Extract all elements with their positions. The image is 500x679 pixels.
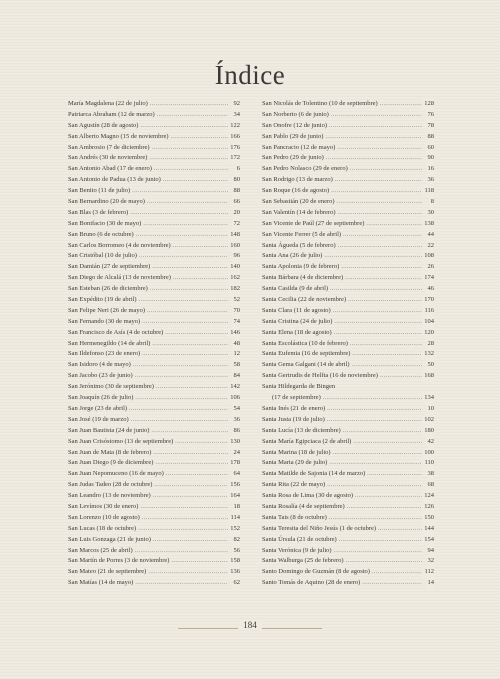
index-entry: [68, 99, 240, 110]
entry-name: San Juan Diego (9 de diciembre) .....: [68, 458, 228, 469]
index-entry: [262, 273, 434, 284]
entry-name: San Juan Crisóstomo (13 de septiembre) .....: [68, 437, 228, 448]
index-entry: [68, 230, 240, 241]
entry-name: San Esteban (26 de diciembre) .....: [68, 284, 228, 295]
index-entry: [68, 132, 240, 143]
entry-name: San Antonio Abad (17 de enero) .....: [68, 164, 228, 175]
entry-page: 160: [228, 241, 240, 252]
entry-name: San Diego de Alcalá (13 de noviembre) .....: [68, 273, 228, 284]
index-entry: [262, 132, 434, 143]
entry-name: Santa Rosa de Lima (30 de agosto) .....: [262, 491, 422, 502]
index-entry: [68, 404, 240, 415]
entry-name: San Marcos (25 de abril) .....: [68, 546, 228, 557]
entry-page: 152: [228, 524, 240, 535]
index-entry: [262, 415, 434, 426]
entry-name: San Pablo (29 de junio) .....: [262, 132, 422, 143]
entry-name: San Pedro Nolasco (29 de enero) .....: [262, 164, 422, 175]
entry-name: San Pedro (29 de junio) .....: [262, 153, 422, 164]
entry-name: San Roque (16 de agosto) .....: [262, 186, 422, 197]
entry-page: 36: [426, 175, 435, 186]
entry-page: 170: [422, 295, 434, 306]
index-entry: [262, 502, 434, 513]
entry-page: 28: [426, 339, 435, 350]
entry-page: 12: [232, 349, 241, 360]
index-entry: [262, 578, 434, 589]
entry-page: 84: [232, 371, 241, 382]
index-entry: [262, 241, 434, 252]
index-entry: [68, 317, 240, 328]
index-entry: [262, 371, 434, 382]
entry-name: San Nicolás de Tolentino (10 de septiembre) .....: [262, 99, 422, 110]
index-entry: [68, 328, 240, 339]
entry-page: 56: [232, 546, 241, 557]
index-entry: [262, 153, 434, 164]
entry-page: 52: [232, 295, 241, 306]
entry-page: 100: [422, 448, 434, 459]
entry-page: 48: [232, 339, 241, 350]
entry-page: 178: [228, 458, 240, 469]
index-entry: [262, 284, 434, 295]
entry-name: San Judas Tadeo (28 de octubre) .....: [68, 480, 228, 491]
index-entry: [262, 480, 434, 491]
entry-name: Santa Walburga (25 de febrero) .....: [262, 556, 422, 567]
index-entry: [68, 458, 240, 469]
entry-name: San Damián (27 de septiembre) .....: [68, 262, 228, 273]
index-entry: [262, 110, 434, 121]
entry-page: 136: [228, 567, 240, 578]
entry-name: San Bonifacio (30 de mayo) .....: [68, 219, 228, 230]
entry-page: 70: [232, 306, 241, 317]
entry-name: San Ambrosio (7 de diciembre) .....: [68, 143, 228, 154]
entry-name: Santa Verónica (9 de julio) .....: [262, 546, 422, 557]
entry-page: 180: [422, 426, 434, 437]
entry-page: 124: [422, 491, 434, 502]
entry-page: 24: [232, 448, 241, 459]
entry-name: Santa Teresita del Niño Jesús (1 de octubre) .....: [262, 524, 422, 535]
entry-name: San Cristóbal (10 de julio) .....: [68, 251, 228, 262]
entry-page: 68: [426, 480, 435, 491]
entry-page: 66: [232, 197, 241, 208]
entry-name: San Isidoro (4 de mayo) .....: [68, 360, 228, 371]
entry-page: 122: [228, 121, 240, 132]
entry-page: 108: [422, 251, 434, 262]
index-column-right: [262, 99, 434, 589]
entry-name: San Juan de Mata (8 de febrero) .....: [68, 448, 228, 459]
index-entry: [262, 426, 434, 437]
entry-page: 44: [426, 230, 435, 241]
index-entry: [68, 339, 240, 350]
entry-page: 62: [232, 578, 241, 589]
index-entry: [262, 121, 434, 132]
entry-name: San Martín de Porres (3 de noviembre) .....: [68, 556, 228, 567]
entry-name: Santa Cecilia (22 de noviembre) .....: [262, 295, 422, 306]
entry-name: San Juan Nepomuceno (16 de mayo) .....: [68, 469, 228, 480]
entry-name: San Vicente Ferrer (5 de abril) .....: [262, 230, 422, 241]
index-entry: [68, 273, 240, 284]
index-entry: [68, 197, 240, 208]
entry-name: Santa María Egipciaca (2 de abril) .....: [262, 437, 422, 448]
index-entry: [262, 448, 434, 459]
index-entry: [262, 393, 434, 404]
entry-name: Santa Lucía (13 de diciembre) .....: [262, 426, 422, 437]
entry-page: 162: [228, 273, 240, 284]
index-entry: [68, 480, 240, 491]
index-entry: [262, 567, 434, 578]
entry-name: San Sebastián (20 de enero) .....: [262, 197, 422, 208]
entry-name: San José (19 de marzo) .....: [68, 415, 228, 426]
entry-page: 128: [422, 99, 434, 110]
entry-page: 142: [228, 382, 240, 393]
index-entry: [262, 230, 434, 241]
index-entry: [68, 469, 240, 480]
index-entry: [262, 339, 434, 350]
index-entry: [68, 382, 240, 393]
entry-name: San Joaquín (26 de julio) .....: [68, 393, 228, 404]
entry-page: 94: [426, 546, 435, 557]
entry-name: Santa Águeda (5 de febrero) .....: [262, 241, 422, 252]
entry-name: Santa Úrsula (21 de octubre) .....: [262, 535, 422, 546]
entry-name: (17 de septiembre) .....: [262, 393, 422, 404]
index-entry: [262, 349, 434, 360]
entry-name: San Norberto (6 de junio) .....: [262, 110, 422, 121]
entry-name: María Magdalena (22 de julio) .....: [68, 99, 228, 110]
entry-page: 104: [422, 317, 434, 328]
index-entry: [262, 328, 434, 339]
entry-name: San Juan Bautista (24 de junio) .....: [68, 426, 228, 437]
entry-page: 110: [422, 458, 434, 469]
index-entry: [262, 251, 434, 262]
entry-page: 10: [426, 404, 435, 415]
entry-name: San Jorge (23 de abril) .....: [68, 404, 228, 415]
entry-page: 88: [426, 132, 435, 143]
index-entry: [68, 306, 240, 317]
entry-page: 76: [426, 110, 435, 121]
index-entry: [68, 143, 240, 154]
index-entry: [68, 546, 240, 557]
entry-name: San Rodrigo (13 de marzo) .....: [262, 175, 422, 186]
entry-name: San Agustín (28 de agosto) .....: [68, 121, 228, 132]
index-entry: [262, 513, 434, 524]
index-entry: [68, 219, 240, 230]
entry-name: San Felipe Neri (26 de mayo) .....: [68, 306, 228, 317]
entry-page: 148: [228, 230, 240, 241]
entry-page: 46: [426, 284, 435, 295]
entry-page: 150: [422, 513, 434, 524]
index-entry: [68, 513, 240, 524]
entry-name: Santa Eufemia (16 de septiembre) .....: [262, 349, 422, 360]
entry-page: 6: [235, 164, 240, 175]
entry-page: 72: [232, 219, 241, 230]
index-entry: [262, 175, 434, 186]
index-entry: [262, 99, 434, 110]
entry-name: Santo Tomás de Aquino (28 de enero) .....: [262, 578, 422, 589]
entry-name: Santo Domingo de Guzmán (8 de agosto) .....: [262, 567, 422, 578]
index-entry: [68, 437, 240, 448]
index-entry: [68, 208, 240, 219]
entry-name: San Benito (11 de julio) .....: [68, 186, 228, 197]
index-entry: [262, 262, 434, 273]
page-number: [0, 620, 500, 630]
entry-page: 120: [422, 328, 434, 339]
entry-name: San Alberto Magno (15 de noviembre) .....: [68, 132, 228, 143]
entry-page: 154: [422, 535, 434, 546]
entry-name: San Francisco de Asís (4 de octubre) .....: [68, 328, 228, 339]
entry-page: 20: [232, 208, 241, 219]
index-entry: [262, 317, 434, 328]
entry-page: 32: [426, 556, 435, 567]
entry-page: 138: [422, 219, 434, 230]
entry-name: Santa Ana (26 de julio) .....: [262, 251, 422, 262]
entry-name: Santa Gertrudis de Helfta (16 de noviembre) .....: [262, 371, 422, 382]
entry-name: Santa Rosalía (4 de septiembre) .....: [262, 502, 422, 513]
index-entry: [68, 426, 240, 437]
page-title: Índice: [214, 60, 286, 90]
entry-name: San Jacobo (23 de junio) .....: [68, 371, 228, 382]
index-entry: [68, 535, 240, 546]
entry-name: San Lucas (18 de octubre) .....: [68, 524, 228, 535]
entry-page: 126: [422, 502, 434, 513]
index-entry: [68, 121, 240, 132]
entry-name: San Lorenzo (10 de agosto) .....: [68, 513, 228, 524]
entry-page: 30: [426, 208, 435, 219]
page-number-label: 184: [238, 620, 262, 630]
index-entry: [68, 360, 240, 371]
entry-page: 34: [232, 110, 241, 121]
entry-page: 54: [232, 404, 241, 415]
entry-name: Santa Marina (18 de julio) .....: [262, 448, 422, 459]
entry-name: San Blas (3 de febrero) .....: [68, 208, 228, 219]
entry-page: 132: [422, 349, 434, 360]
entry-page: 36: [232, 415, 241, 426]
entry-page: 16: [426, 164, 435, 175]
entry-page: 64: [232, 469, 241, 480]
entry-name: Santa Justa (19 de julio) .....: [262, 415, 422, 426]
entry-page: 158: [228, 556, 240, 567]
entry-page: 86: [232, 426, 241, 437]
entry-name: Santa Hildegarda de Bingen: [262, 383, 336, 391]
entry-name: San Ildefonso (23 de enero) .....: [68, 349, 228, 360]
index-entry: [68, 262, 240, 273]
entry-page: 106: [228, 393, 240, 404]
entry-name: Santa Inés (21 de enero) .....: [262, 404, 422, 415]
entry-name: Santa Tais (8 de octubre) .....: [262, 513, 422, 524]
entry-page: 172: [228, 153, 240, 164]
index-entry: [262, 382, 434, 393]
entry-page: 130: [228, 437, 240, 448]
entry-name: San Carlos Borromeo (4 de noviembre) .....: [68, 241, 228, 252]
index-entry: [68, 251, 240, 262]
entry-name: Santa Elena (18 de agosto) .....: [262, 328, 422, 339]
entry-page: 176: [228, 143, 240, 154]
entry-name: San Hermenegildo (14 de abril) .....: [68, 339, 228, 350]
entry-page: 164: [228, 491, 240, 502]
entry-name: San Antonio de Padua (13 de junio) .....: [68, 175, 228, 186]
index-entry: [68, 524, 240, 535]
entry-name: Santa Cristina (24 de julio) .....: [262, 317, 422, 328]
entry-name: San Onofre (12 de junio) .....: [262, 121, 422, 132]
entry-page: 60: [426, 143, 435, 154]
index-entry: [262, 306, 434, 317]
entry-name: San Leandro (13 de noviembre) .....: [68, 491, 228, 502]
entry-name: San Expédito (19 de abril) .....: [68, 295, 228, 306]
entry-page: 182: [228, 284, 240, 295]
entry-page: 166: [228, 132, 240, 143]
entry-page: 112: [422, 567, 434, 578]
index-entry: [68, 556, 240, 567]
index-entry: [262, 208, 434, 219]
index-entry: [262, 404, 434, 415]
entry-page: 18: [232, 502, 241, 513]
entry-name: San Pancracio (12 de mayo) .....: [262, 143, 422, 154]
entry-page: 146: [228, 328, 240, 339]
entry-page: 92: [232, 99, 241, 110]
index-entry: [68, 284, 240, 295]
index-entry: [262, 197, 434, 208]
entry-name: San Matías (14 de mayo) .....: [68, 578, 228, 589]
entry-name: Santa Clara (11 de agosto) .....: [262, 306, 422, 317]
entry-name: Santa Escolástica (10 de febrero) .....: [262, 339, 422, 350]
index-entry: [262, 295, 434, 306]
entry-name: Santa Rita (22 de mayo) .....: [262, 480, 422, 491]
index-entry: [68, 241, 240, 252]
entry-name: San Jerónimo (30 de septiembre) .....: [68, 382, 228, 393]
entry-name: Santa Apolonia (9 de febrero) .....: [262, 262, 422, 273]
index-entry: [68, 415, 240, 426]
entry-name: San Bruno (6 de octubre) .....: [68, 230, 228, 241]
entry-page: 140: [228, 262, 240, 273]
index-entry: [68, 393, 240, 404]
entry-page: 134: [422, 393, 434, 404]
entry-page: 144: [422, 524, 434, 535]
entry-page: 42: [426, 437, 435, 448]
index-entry: [262, 556, 434, 567]
entry-page: 8: [429, 197, 434, 208]
index-entry: [262, 535, 434, 546]
entry-name: San Luis Gonzaga (21 de junio) .....: [68, 535, 228, 546]
index-entry: [68, 371, 240, 382]
entry-name: San Levímos (30 de enero) .....: [68, 502, 228, 513]
entry-page: 74: [232, 317, 241, 328]
index-entry: [68, 448, 240, 459]
index-entry: [262, 491, 434, 502]
entry-name: San Andrés (30 de noviembre) .....: [68, 153, 228, 164]
entry-name: Santa Casilda (9 de abril) .....: [262, 284, 422, 295]
entry-page: 174: [422, 273, 434, 284]
index-entry: [262, 164, 434, 175]
index-entry: [262, 546, 434, 557]
entry-name: San Valentín (14 de febrero) .....: [262, 208, 422, 219]
index-entry: [68, 164, 240, 175]
index-entry: [68, 153, 240, 164]
entry-page: 102: [422, 415, 434, 426]
index-entry: [262, 437, 434, 448]
index-entry: [68, 175, 240, 186]
entry-name: Patriarca Abraham (12 de marzo) .....: [68, 110, 228, 121]
index-entry: [68, 502, 240, 513]
index-entry: [68, 295, 240, 306]
entry-page: 82: [232, 535, 241, 546]
index-entry: [68, 110, 240, 121]
entry-name: San Vicente de Paúl (27 de septiembre) .....: [262, 219, 422, 230]
index-entry: [262, 219, 434, 230]
index-entry: [262, 186, 434, 197]
index-entry: [262, 360, 434, 371]
entry-name: Santa Marta (29 de julio) .....: [262, 458, 422, 469]
entry-page: 58: [232, 360, 241, 371]
index-entry: [262, 143, 434, 154]
entry-page: 88: [232, 186, 241, 197]
entry-name: Santa Bárbara (4 de diciembre) .....: [262, 273, 422, 284]
entry-page: 38: [426, 469, 435, 480]
index-entry: [262, 458, 434, 469]
index-entry: [68, 567, 240, 578]
entry-name: San Bernardino (20 de mayo) .....: [68, 197, 228, 208]
entry-name: San Fernando (30 de mayo) .....: [68, 317, 228, 328]
entry-page: 50: [426, 360, 435, 371]
entry-page: 78: [426, 121, 435, 132]
entry-page: 156: [228, 480, 240, 491]
entry-page: 118: [422, 186, 434, 197]
index-entry: [68, 186, 240, 197]
entry-page: 26: [426, 262, 435, 273]
entry-page: 22: [426, 241, 435, 252]
index-entry: [68, 349, 240, 360]
entry-page: 80: [232, 175, 241, 186]
entry-page: 168: [422, 371, 434, 382]
entry-page: 14: [426, 578, 435, 589]
index-entry: [262, 469, 434, 480]
index-entry: [262, 524, 434, 535]
index-entry: [68, 578, 240, 589]
entry-name: Santa Gema Galgani (14 de abril) .....: [262, 360, 422, 371]
entry-page: 96: [232, 251, 241, 262]
entry-page: 116: [422, 306, 434, 317]
entry-name: San Mateo (21 de septiembre) .....: [68, 567, 228, 578]
entry-name: Santa Matilde de Sajonia (14 de marzo) .....: [262, 469, 422, 480]
index-entry: [68, 491, 240, 502]
entry-page: 114: [228, 513, 240, 524]
entry-page: 90: [426, 153, 435, 164]
index-column-left: [68, 99, 240, 589]
